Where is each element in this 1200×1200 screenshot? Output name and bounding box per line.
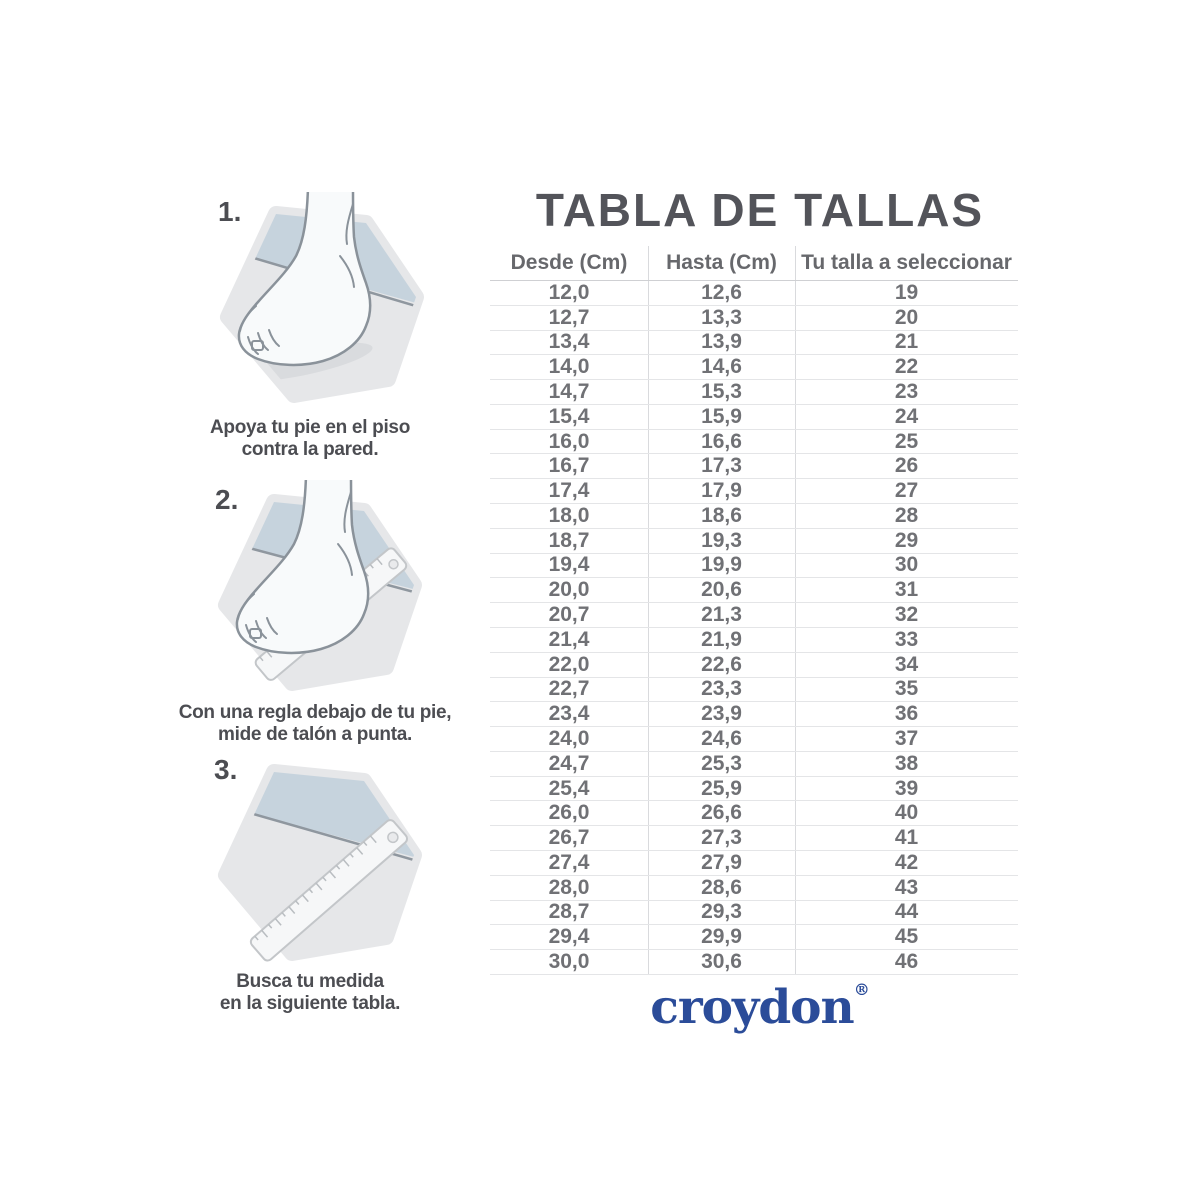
table-cell: 29,3 xyxy=(701,900,742,924)
step-3-caption xyxy=(155,971,465,1015)
table-cell: 32 xyxy=(894,603,919,627)
table-cell: 33 xyxy=(894,627,919,651)
step-3-number: 3. xyxy=(214,754,238,785)
table-cell: 21,9 xyxy=(701,627,742,651)
table-cell: 24,6 xyxy=(701,726,742,750)
brand-logo-text: croydon xyxy=(650,980,854,1035)
table-row xyxy=(490,925,1018,950)
table-cell: 46 xyxy=(894,949,919,973)
table-row xyxy=(490,430,1018,455)
column-header: Tu talla a seleccionar xyxy=(801,251,1012,274)
table-row xyxy=(490,331,1018,356)
table-row xyxy=(490,752,1018,777)
table-row xyxy=(490,950,1018,975)
table-cell: 18,7 xyxy=(548,528,590,552)
table-cell: 29,9 xyxy=(701,925,742,949)
brand-logo xyxy=(480,980,1040,1035)
table-row xyxy=(490,777,1018,802)
table-cell: 14,6 xyxy=(701,355,742,379)
table-cell: 21,3 xyxy=(701,603,742,627)
table-row xyxy=(490,801,1018,826)
table-row xyxy=(490,901,1018,926)
table-cell: 19,9 xyxy=(701,553,742,577)
table-cell: 43 xyxy=(894,875,919,899)
table-cell: 22,7 xyxy=(548,677,590,701)
column-header: Hasta (Cm) xyxy=(666,251,777,274)
table-cell: 28,0 xyxy=(548,875,590,899)
table-cell: 17,4 xyxy=(548,479,590,503)
table-header-row xyxy=(490,246,1018,281)
table-cell: 26,0 xyxy=(548,801,590,825)
table-cell: 25 xyxy=(894,429,919,453)
table-cell: 13,9 xyxy=(701,330,742,354)
table-row xyxy=(490,603,1018,628)
table-cell: 27 xyxy=(894,479,919,503)
table-cell: 26,7 xyxy=(548,826,590,850)
table-cell: 41 xyxy=(894,826,919,850)
step-2-number: 2. xyxy=(215,484,239,515)
step-1-number: 1. xyxy=(218,196,242,227)
table-row xyxy=(490,554,1018,579)
table-cell: 26 xyxy=(894,454,919,478)
caption-line: Con una regla debajo de tu pie, xyxy=(178,702,452,723)
table-cell: 29,4 xyxy=(548,925,590,949)
table-row xyxy=(490,281,1018,306)
table-cell: 23,4 xyxy=(548,702,590,726)
table-cell: 23,9 xyxy=(701,702,742,726)
step-1-caption xyxy=(155,417,465,461)
table-cell: 12,7 xyxy=(548,305,590,329)
column-header: Desde (Cm) xyxy=(510,251,628,274)
table-cell: 25,4 xyxy=(548,776,590,800)
table-cell: 15,9 xyxy=(701,404,742,428)
table-cell: 20,7 xyxy=(548,603,590,627)
table-cell: 20,6 xyxy=(701,578,742,602)
table-cell: 31 xyxy=(894,578,919,602)
table-cell: 37 xyxy=(894,726,919,750)
table-cell: 40 xyxy=(894,801,919,825)
size-table xyxy=(490,246,1018,975)
table-row xyxy=(490,876,1018,901)
table-cell: 26,6 xyxy=(701,801,742,825)
table-cell: 42 xyxy=(894,850,919,874)
table-cell: 21 xyxy=(894,330,919,354)
table-cell: 16,6 xyxy=(701,429,742,453)
table-cell: 39 xyxy=(894,776,919,800)
table-row xyxy=(490,702,1018,727)
table-cell: 23,3 xyxy=(701,677,742,701)
table-cell: 30,0 xyxy=(548,949,590,973)
table-body xyxy=(490,281,1018,975)
table-cell: 19 xyxy=(894,280,919,304)
table-cell: 12,0 xyxy=(548,280,590,304)
table-row xyxy=(490,380,1018,405)
caption-line: mide de talón a punta. xyxy=(218,724,412,745)
table-cell: 20,0 xyxy=(548,578,590,602)
table-cell: 36 xyxy=(894,702,919,726)
table-row xyxy=(490,678,1018,703)
table-cell: 19,3 xyxy=(701,528,742,552)
table-row xyxy=(490,628,1018,653)
table-row xyxy=(490,306,1018,331)
caption-line: Busca tu medida xyxy=(236,971,384,992)
table-row xyxy=(490,851,1018,876)
table-row xyxy=(490,826,1018,851)
caption-line: Apoya tu pie en el piso xyxy=(209,417,411,438)
table-cell: 18,0 xyxy=(548,503,590,527)
table-cell: 38 xyxy=(894,751,919,775)
table-cell: 34 xyxy=(894,652,919,676)
table-cell: 27,3 xyxy=(701,826,742,850)
table-cell: 44 xyxy=(894,900,919,924)
table-cell: 25,9 xyxy=(701,776,742,800)
ruler-on-floor-illustration xyxy=(200,752,424,977)
table-cell: 21,4 xyxy=(548,627,590,651)
table-cell: 17,3 xyxy=(701,454,742,478)
table-cell: 22,0 xyxy=(548,652,590,676)
step-2-caption xyxy=(150,702,480,746)
table-cell: 35 xyxy=(894,677,919,701)
table-cell: 25,3 xyxy=(701,751,742,775)
table-cell: 13,3 xyxy=(701,305,742,329)
table-cell: 24,0 xyxy=(548,726,590,750)
table-cell: 45 xyxy=(894,925,919,949)
table-row xyxy=(490,578,1018,603)
table-row xyxy=(490,405,1018,430)
page-title: TABLA DE TALLAS xyxy=(535,184,985,236)
table-cell: 15,4 xyxy=(548,404,590,428)
caption-line: contra la pared. xyxy=(241,439,379,460)
table-cell: 24 xyxy=(894,404,919,428)
table-cell: 12,6 xyxy=(701,280,742,304)
table-cell: 17,9 xyxy=(701,479,742,503)
table-cell: 14,0 xyxy=(548,355,590,379)
table-cell: 28 xyxy=(894,503,919,527)
table-cell: 29 xyxy=(894,528,919,552)
table-cell: 15,3 xyxy=(701,380,742,404)
table-cell: 22,6 xyxy=(701,652,742,676)
table-cell: 27,9 xyxy=(701,850,742,874)
table-cell: 23 xyxy=(894,380,919,404)
table-cell: 22 xyxy=(894,355,919,379)
table-cell: 20 xyxy=(894,305,919,329)
table-cell: 16,0 xyxy=(548,429,590,453)
table-cell: 27,4 xyxy=(548,850,590,874)
table-row xyxy=(490,479,1018,504)
table-cell: 28,7 xyxy=(548,900,590,924)
table-cell: 30,6 xyxy=(701,949,742,973)
registered-trademark-symbol: ® xyxy=(853,980,870,999)
table-row xyxy=(490,504,1018,529)
table-cell: 28,6 xyxy=(701,875,742,899)
table-cell: 13,4 xyxy=(548,330,590,354)
foot-with-ruler-illustration xyxy=(200,480,424,708)
caption-line: en la siguiente tabla. xyxy=(219,993,401,1014)
table-row xyxy=(490,727,1018,752)
table-cell: 30 xyxy=(894,553,919,577)
table-cell: 19,4 xyxy=(548,553,590,577)
table-row xyxy=(490,653,1018,678)
table-row xyxy=(490,529,1018,554)
table-cell: 16,7 xyxy=(548,454,590,478)
table-row xyxy=(490,454,1018,479)
table-cell: 18,6 xyxy=(701,503,742,527)
table-cell: 14,7 xyxy=(548,380,590,404)
table-row xyxy=(490,355,1018,380)
table-cell: 24,7 xyxy=(548,751,590,775)
foot-against-wall-illustration xyxy=(202,192,426,420)
